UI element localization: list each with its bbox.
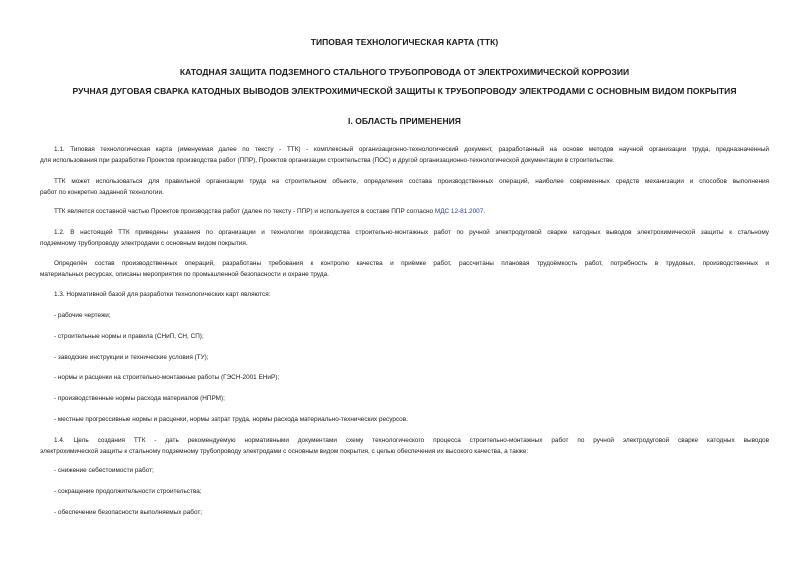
document-subtitle-2: РУЧНАЯ ДУГОВАЯ СВАРКА КАТОДНЫХ ВЫВОДОВ ЭЛЕКТРОХИМИЧЕСКОЙ ЗАЩИТЫ К ТРУБОПРОВОДУ ЭЛЕКТРОДАМИ С ОСНОВНЫМ ВИДОМ ПОКРЫТИЯ bbox=[72, 86, 737, 96]
list-item: - нормы и расценки на строительно-монтажные работы (ГЭСН-2001 ЕНиР); bbox=[54, 374, 280, 381]
list-item: - заводские инструкции и технические условия (ТУ); bbox=[54, 354, 209, 361]
paragraph-1-3: 1.3. Нормативной базой для разработки технологических карт являются: bbox=[54, 291, 271, 298]
document-page bbox=[40, 0, 769, 571]
section-heading: I. ОБЛАСТЬ ПРИМЕНЕНИЯ bbox=[348, 116, 461, 126]
list-item: - местные прогрессивные нормы и расценки, нормы затрат труда, нормы расхода материально-технических ресурсов. bbox=[54, 416, 408, 423]
list-item: - обеспечение безопасности выполняемых работ; bbox=[54, 509, 203, 516]
paragraph-1-1: 1.1. Типовая технологическая карта (именуемая далее по тексту - ТТК) - комплексный организационно-технологический документ, разработанный на основе методов научной организации труда, предназначенный для использования при разработке Проектов производства работ (ППР), Проектов организации строительства (ПОС) и другой организационно-технологической документации в строительстве. bbox=[40, 146, 769, 164]
mds-link[interactable]: МДС 12-81.2007 bbox=[434, 208, 484, 215]
paragraph-ttk-ppr: ТТК является составной частью Проектов производства работ (далее по тексту - ППР) и используется в составе ППР согласно МДС 12-81.2007. bbox=[54, 208, 486, 215]
document-title: ТИПОВАЯ ТЕХНОЛОГИЧЕСКАЯ КАРТА (ТТК) bbox=[310, 37, 499, 47]
list-item: - рабочие чертежи; bbox=[54, 312, 111, 319]
list-item: - производственные нормы расхода материалов (НПРМ); bbox=[54, 395, 225, 402]
list-item: - строительные нормы и правила (СНиП, СН, СП); bbox=[54, 333, 204, 340]
list-item: - снижение себестоимости работ; bbox=[54, 467, 154, 474]
paragraph-1-4: 1.4. Цель создания ТТК - дать рекомендуемую нормативными документами схему технологического процесса строительно-монтажных работ по ручной электродуговой сварке катодных выводов электрохимической защиты к стальному подземному трубопроводу электродами с основным видом покрытия, с целью обеспечения их высокого качества, а также: bbox=[40, 437, 769, 455]
list-item: - сокращение продолжительности строительства; bbox=[54, 488, 202, 495]
paragraph-1-2: 1.2. В настоящей ТТК приведены указания по организации и технологии производства строительно-монтажных работ по ручной электродуговой сварке катодных выводов электрохимической защиты к стальному подземному трубопроводу электродами с основным видом покрытия. bbox=[40, 229, 769, 247]
paragraph-operations: Определён состав производственных операций, разработаны требования к контролю качества и приёмке работ, рассчитаны плановая трудоёмкость работ, потребность в трудовых, производственных и материальных ресурсах, описаны мероприятия по промышленной безопасности и охране труда. bbox=[40, 260, 769, 278]
document-subtitle: КАТОДНАЯ ЗАЩИТА ПОДЗЕМНОГО СТАЛЬНОГО ТРУБОПРОВОДА ОТ ЭЛЕКТРОХИМИЧЕСКОЙ КОРРОЗИИ bbox=[179, 67, 630, 77]
paragraph-ttk-usage: ТТК может использоваться для правильной организации труда на строительном объекте, определения состава производственных операций, наиболее современных средств механизации и способов выполнения работ по конкретно заданной технологии. bbox=[40, 178, 769, 196]
